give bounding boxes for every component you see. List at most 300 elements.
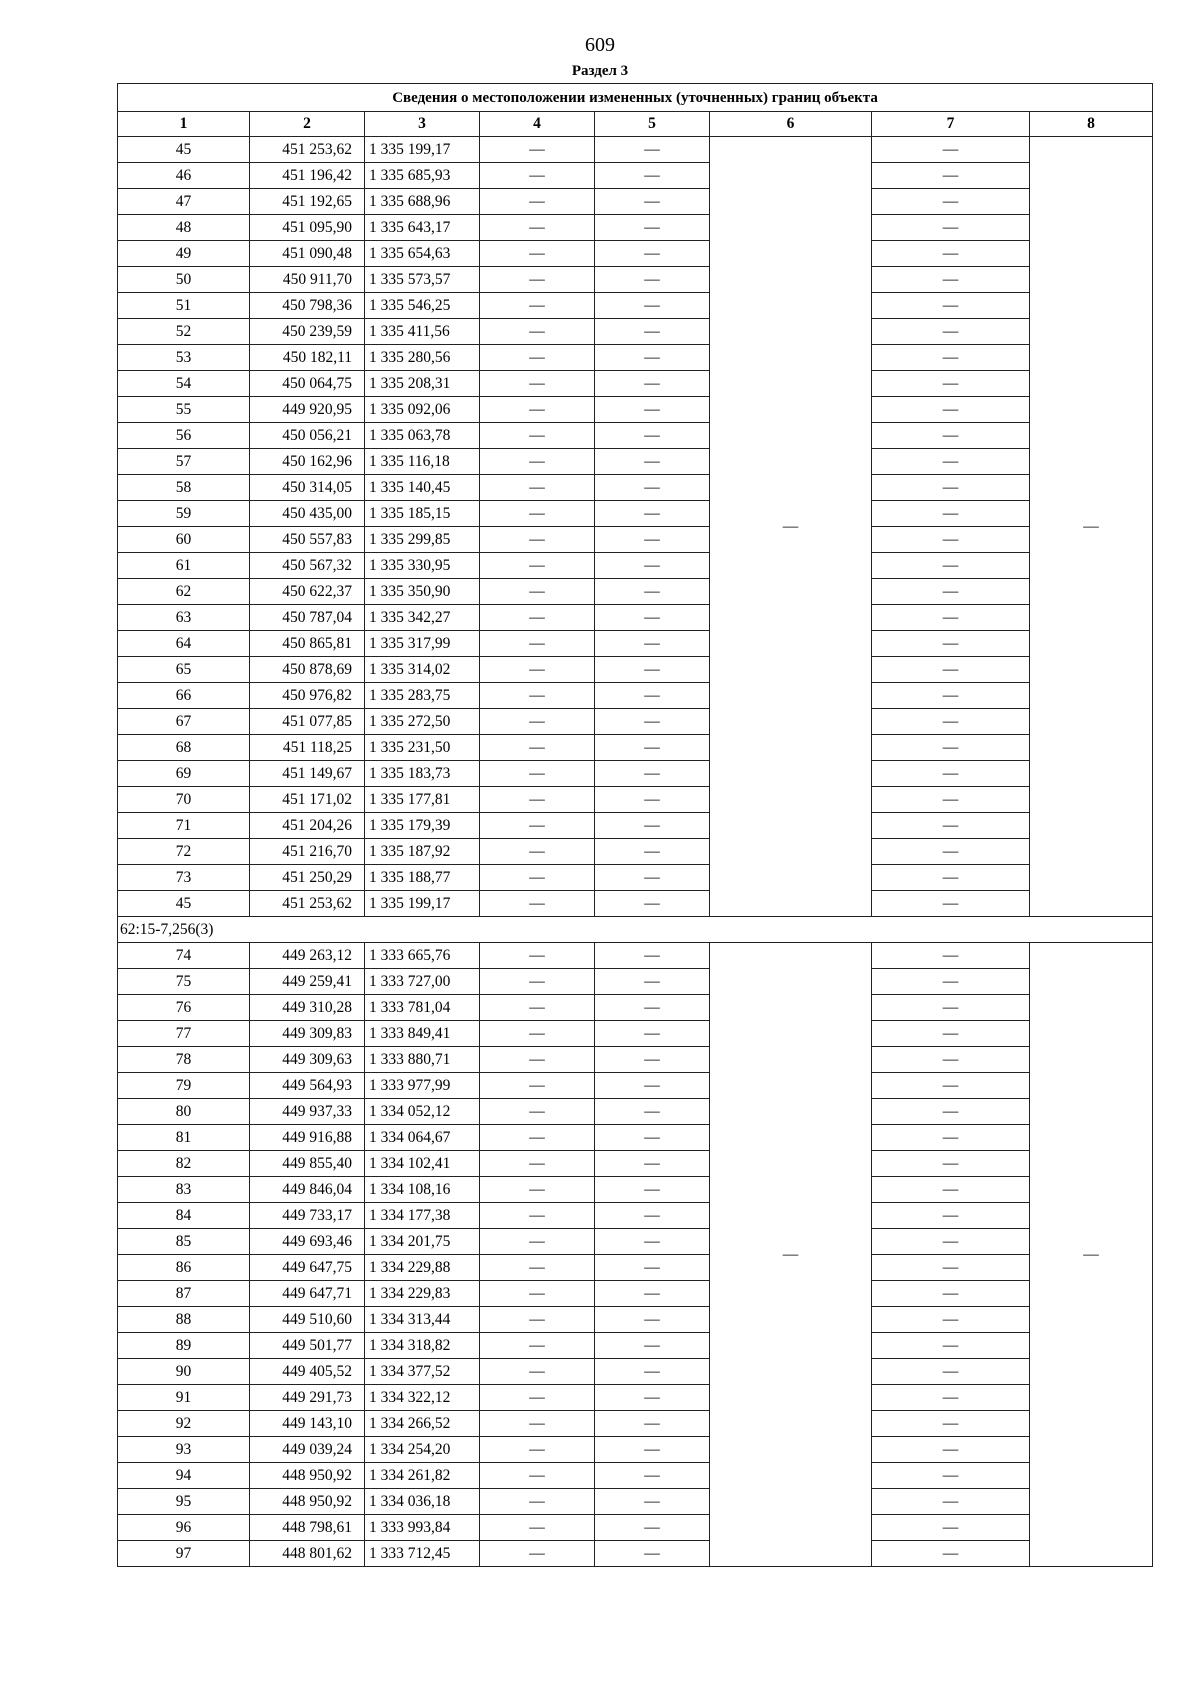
col5-cell: —	[595, 1151, 710, 1177]
x-coordinate-cell: 449 937,33	[250, 1099, 365, 1125]
col7-cell: —	[872, 1307, 1030, 1333]
col7-cell: —	[872, 1541, 1030, 1567]
x-coordinate-cell: 449 405,52	[250, 1359, 365, 1385]
col4-cell: —	[480, 839, 595, 865]
col5-cell: —	[595, 267, 710, 293]
x-coordinate-cell: 449 846,04	[250, 1177, 365, 1203]
col7-cell: —	[872, 1333, 1030, 1359]
x-coordinate-cell: 449 309,83	[250, 1021, 365, 1047]
col5-cell: —	[595, 787, 710, 813]
col7-cell: —	[872, 1255, 1030, 1281]
col7-cell: —	[872, 1099, 1030, 1125]
col5-cell: —	[595, 969, 710, 995]
col5-cell: —	[595, 1177, 710, 1203]
table-row	[118, 891, 1153, 917]
col5-cell: —	[595, 163, 710, 189]
y-coordinate-cell: 1 334 318,82	[365, 1333, 480, 1359]
table-row	[118, 501, 1153, 527]
point-number-cell: 96	[118, 1515, 250, 1541]
y-coordinate-cell: 1 334 229,83	[365, 1281, 480, 1307]
table-row	[118, 1385, 1153, 1411]
y-coordinate-cell: 1 335 280,56	[365, 345, 480, 371]
col5-cell: —	[595, 1203, 710, 1229]
col5-cell: —	[595, 241, 710, 267]
point-number-cell: 52	[118, 319, 250, 345]
table-row	[118, 1073, 1153, 1099]
col4-cell: —	[480, 813, 595, 839]
col4-cell: —	[480, 735, 595, 761]
col5-cell: —	[595, 1229, 710, 1255]
x-coordinate-cell: 448 798,61	[250, 1515, 365, 1541]
col4-cell: —	[480, 397, 595, 423]
table-row	[118, 839, 1153, 865]
column-number: 6	[710, 112, 872, 137]
col5-cell: —	[595, 423, 710, 449]
x-coordinate-cell: 448 950,92	[250, 1489, 365, 1515]
x-coordinate-cell: 450 622,37	[250, 579, 365, 605]
x-coordinate-cell: 451 253,62	[250, 137, 365, 163]
col4-cell: —	[480, 1125, 595, 1151]
y-coordinate-cell: 1 333 880,71	[365, 1047, 480, 1073]
y-coordinate-cell: 1 335 183,73	[365, 761, 480, 787]
y-coordinate-cell: 1 335 199,17	[365, 891, 480, 917]
point-number-cell: 89	[118, 1333, 250, 1359]
col7-cell: —	[872, 1047, 1030, 1073]
col7-cell: —	[872, 761, 1030, 787]
x-coordinate-cell: 449 259,41	[250, 969, 365, 995]
y-coordinate-cell: 1 335 283,75	[365, 683, 480, 709]
col7-cell: —	[872, 449, 1030, 475]
point-number-cell: 49	[118, 241, 250, 267]
x-coordinate-cell: 450 182,11	[250, 345, 365, 371]
point-number-cell: 59	[118, 501, 250, 527]
col4-cell: —	[480, 345, 595, 371]
y-coordinate-cell: 1 334 254,20	[365, 1437, 480, 1463]
point-number-cell: 50	[118, 267, 250, 293]
point-number-cell: 97	[118, 1541, 250, 1567]
col5-cell: —	[595, 1333, 710, 1359]
table-body	[118, 137, 1153, 1567]
table-caption: Сведения о местоположении измененных (уточненных) границ объекта	[118, 84, 1153, 112]
point-number-cell: 94	[118, 1463, 250, 1489]
x-coordinate-cell: 450 239,59	[250, 319, 365, 345]
point-number-cell: 58	[118, 475, 250, 501]
column-number: 4	[480, 112, 595, 137]
col5-cell: —	[595, 865, 710, 891]
col7-cell: —	[872, 943, 1030, 969]
col4-cell: —	[480, 423, 595, 449]
table-row	[118, 527, 1153, 553]
table-row	[118, 423, 1153, 449]
y-coordinate-cell: 1 334 036,18	[365, 1489, 480, 1515]
y-coordinate-cell: 1 335 188,77	[365, 865, 480, 891]
col4-cell: —	[480, 241, 595, 267]
x-coordinate-cell: 449 647,75	[250, 1255, 365, 1281]
x-coordinate-cell: 448 950,92	[250, 1463, 365, 1489]
col4-cell: —	[480, 787, 595, 813]
col4-cell: —	[480, 215, 595, 241]
col4-cell: —	[480, 1541, 595, 1567]
col5-cell: —	[595, 1385, 710, 1411]
table-row	[118, 1203, 1153, 1229]
table-row	[118, 345, 1153, 371]
col7-cell: —	[872, 1463, 1030, 1489]
point-number-cell: 83	[118, 1177, 250, 1203]
x-coordinate-cell: 449 039,24	[250, 1437, 365, 1463]
y-coordinate-cell: 1 335 573,57	[365, 267, 480, 293]
y-coordinate-cell: 1 335 654,63	[365, 241, 480, 267]
table-row	[118, 1359, 1153, 1385]
table-row	[118, 1125, 1153, 1151]
col5-cell: —	[595, 683, 710, 709]
col4-cell: —	[480, 1437, 595, 1463]
col7-cell: —	[872, 215, 1030, 241]
x-coordinate-cell: 449 855,40	[250, 1151, 365, 1177]
y-coordinate-cell: 1 335 342,27	[365, 605, 480, 631]
col4-cell: —	[480, 1073, 595, 1099]
table-row	[118, 241, 1153, 267]
table-row	[118, 189, 1153, 215]
table-row	[118, 1515, 1153, 1541]
col7-cell: —	[872, 839, 1030, 865]
point-number-cell: 82	[118, 1151, 250, 1177]
y-coordinate-cell: 1 335 317,99	[365, 631, 480, 657]
table-row	[118, 865, 1153, 891]
col4-cell: —	[480, 1515, 595, 1541]
col4-cell: —	[480, 1281, 595, 1307]
col4-cell: —	[480, 943, 595, 969]
col5-cell: —	[595, 1099, 710, 1125]
column-number: 8	[1030, 112, 1153, 137]
table-row	[118, 969, 1153, 995]
col7-cell: —	[872, 631, 1030, 657]
col5-cell: —	[595, 995, 710, 1021]
table-row	[118, 475, 1153, 501]
col4-cell: —	[480, 1255, 595, 1281]
point-number-cell: 69	[118, 761, 250, 787]
point-number-cell: 46	[118, 163, 250, 189]
x-coordinate-cell: 450 911,70	[250, 267, 365, 293]
point-number-cell: 87	[118, 1281, 250, 1307]
col7-cell: —	[872, 1203, 1030, 1229]
col7-cell: —	[872, 995, 1030, 1021]
x-coordinate-cell: 451 095,90	[250, 215, 365, 241]
y-coordinate-cell: 1 334 377,52	[365, 1359, 480, 1385]
section-title: Раздел 3	[571, 63, 629, 79]
x-coordinate-cell: 450 056,21	[250, 423, 365, 449]
col4-cell: —	[480, 371, 595, 397]
table-row	[118, 1281, 1153, 1307]
col4-cell: —	[480, 1099, 595, 1125]
col6-merged-cell: —	[710, 943, 872, 1567]
y-coordinate-cell: 1 335 350,90	[365, 579, 480, 605]
col7-cell: —	[872, 605, 1030, 631]
point-number-cell: 65	[118, 657, 250, 683]
x-coordinate-cell: 450 798,36	[250, 293, 365, 319]
point-number-cell: 77	[118, 1021, 250, 1047]
y-coordinate-cell: 1 335 177,81	[365, 787, 480, 813]
table-row	[118, 1541, 1153, 1567]
col7-cell: —	[872, 371, 1030, 397]
point-number-cell: 53	[118, 345, 250, 371]
table-row	[118, 319, 1153, 345]
col5-cell: —	[595, 189, 710, 215]
table-row	[118, 1021, 1153, 1047]
table-row	[118, 813, 1153, 839]
col5-cell: —	[595, 553, 710, 579]
col5-cell: —	[595, 1437, 710, 1463]
col7-cell: —	[872, 683, 1030, 709]
y-coordinate-cell: 1 334 266,52	[365, 1411, 480, 1437]
y-coordinate-cell: 1 334 052,12	[365, 1099, 480, 1125]
point-number-cell: 48	[118, 215, 250, 241]
col7-cell: —	[872, 319, 1030, 345]
col5-cell: —	[595, 475, 710, 501]
point-number-cell: 71	[118, 813, 250, 839]
x-coordinate-cell: 450 976,82	[250, 683, 365, 709]
table-row	[118, 553, 1153, 579]
col8-merged-cell: —	[1030, 943, 1153, 1567]
col5-cell: —	[595, 1489, 710, 1515]
point-number-cell: 72	[118, 839, 250, 865]
col7-cell: —	[872, 1359, 1030, 1385]
point-number-cell: 86	[118, 1255, 250, 1281]
table-row	[118, 709, 1153, 735]
x-coordinate-cell: 450 314,05	[250, 475, 365, 501]
col4-cell: —	[480, 189, 595, 215]
x-coordinate-cell: 451 216,70	[250, 839, 365, 865]
x-coordinate-cell: 449 263,12	[250, 943, 365, 969]
col4-cell: —	[480, 1307, 595, 1333]
x-coordinate-cell: 450 787,04	[250, 605, 365, 631]
x-coordinate-cell: 450 567,32	[250, 553, 365, 579]
y-coordinate-cell: 1 335 092,06	[365, 397, 480, 423]
x-coordinate-cell: 450 557,83	[250, 527, 365, 553]
point-number-cell: 54	[118, 371, 250, 397]
point-number-cell: 45	[118, 137, 250, 163]
col7-cell: —	[872, 1489, 1030, 1515]
table-row	[118, 1463, 1153, 1489]
x-coordinate-cell: 451 118,25	[250, 735, 365, 761]
col4-cell: —	[480, 1463, 595, 1489]
col7-cell: —	[872, 1151, 1030, 1177]
table-row	[118, 137, 1153, 163]
point-number-cell: 80	[118, 1099, 250, 1125]
col7-cell: —	[872, 1515, 1030, 1541]
y-coordinate-cell: 1 335 185,15	[365, 501, 480, 527]
col5-cell: —	[595, 449, 710, 475]
point-number-cell: 66	[118, 683, 250, 709]
x-coordinate-cell: 450 162,96	[250, 449, 365, 475]
column-number: 2	[250, 112, 365, 137]
y-coordinate-cell: 1 335 116,18	[365, 449, 480, 475]
x-coordinate-cell: 451 149,67	[250, 761, 365, 787]
x-coordinate-cell: 449 309,63	[250, 1047, 365, 1073]
y-coordinate-cell: 1 333 781,04	[365, 995, 480, 1021]
y-coordinate-cell: 1 335 187,92	[365, 839, 480, 865]
col5-cell: —	[595, 1255, 710, 1281]
col7-cell: —	[872, 345, 1030, 371]
col5-cell: —	[595, 1411, 710, 1437]
col5-cell: —	[595, 631, 710, 657]
col5-cell: —	[595, 397, 710, 423]
col5-cell: —	[595, 891, 710, 917]
col4-cell: —	[480, 865, 595, 891]
x-coordinate-cell: 450 878,69	[250, 657, 365, 683]
col6-merged-cell: —	[710, 137, 872, 917]
table-row	[118, 293, 1153, 319]
table-row	[118, 1411, 1153, 1437]
table-row	[118, 579, 1153, 605]
col7-cell: —	[872, 1411, 1030, 1437]
col4-cell: —	[480, 579, 595, 605]
col7-cell: —	[872, 527, 1030, 553]
col7-cell: —	[872, 709, 1030, 735]
col5-cell: —	[595, 839, 710, 865]
y-coordinate-cell: 1 335 179,39	[365, 813, 480, 839]
table-row	[118, 449, 1153, 475]
y-coordinate-cell: 1 333 977,99	[365, 1073, 480, 1099]
y-coordinate-cell: 1 335 140,45	[365, 475, 480, 501]
y-coordinate-cell: 1 334 064,67	[365, 1125, 480, 1151]
point-number-cell: 91	[118, 1385, 250, 1411]
point-number-cell: 62	[118, 579, 250, 605]
y-coordinate-cell: 1 335 208,31	[365, 371, 480, 397]
table-row	[118, 1307, 1153, 1333]
y-coordinate-cell: 1 333 665,76	[365, 943, 480, 969]
col4-cell: —	[480, 475, 595, 501]
point-number-cell: 95	[118, 1489, 250, 1515]
col5-cell: —	[595, 1515, 710, 1541]
col5-cell: —	[595, 1281, 710, 1307]
col4-cell: —	[480, 137, 595, 163]
col4-cell: —	[480, 1203, 595, 1229]
point-number-cell: 85	[118, 1229, 250, 1255]
col5-cell: —	[595, 1047, 710, 1073]
table-row	[118, 657, 1153, 683]
col4-cell: —	[480, 319, 595, 345]
col7-cell: —	[872, 1125, 1030, 1151]
table-row	[118, 1151, 1153, 1177]
x-coordinate-cell: 449 510,60	[250, 1307, 365, 1333]
point-number-cell: 51	[118, 293, 250, 319]
x-coordinate-cell: 449 310,28	[250, 995, 365, 1021]
point-number-cell: 64	[118, 631, 250, 657]
col7-cell: —	[872, 501, 1030, 527]
col5-cell: —	[595, 1541, 710, 1567]
x-coordinate-cell: 449 501,77	[250, 1333, 365, 1359]
table-row	[118, 1437, 1153, 1463]
col7-cell: —	[872, 787, 1030, 813]
y-coordinate-cell: 1 334 201,75	[365, 1229, 480, 1255]
table-row	[118, 1333, 1153, 1359]
point-number-cell: 68	[118, 735, 250, 761]
y-coordinate-cell: 1 334 108,16	[365, 1177, 480, 1203]
table-row	[118, 943, 1153, 969]
y-coordinate-cell: 1 334 261,82	[365, 1463, 480, 1489]
x-coordinate-cell: 449 920,95	[250, 397, 365, 423]
y-coordinate-cell: 1 335 688,96	[365, 189, 480, 215]
x-coordinate-cell: 450 865,81	[250, 631, 365, 657]
col7-cell: —	[872, 397, 1030, 423]
col5-cell: —	[595, 605, 710, 631]
col4-cell: —	[480, 1385, 595, 1411]
point-number-cell: 79	[118, 1073, 250, 1099]
table-row	[118, 397, 1153, 423]
point-number-cell: 90	[118, 1359, 250, 1385]
col7-cell: —	[872, 423, 1030, 449]
col4-cell: —	[480, 449, 595, 475]
col7-cell: —	[872, 267, 1030, 293]
table-row	[118, 267, 1153, 293]
x-coordinate-cell: 449 143,10	[250, 1411, 365, 1437]
col7-cell: —	[872, 189, 1030, 215]
col4-cell: —	[480, 501, 595, 527]
x-coordinate-cell: 448 801,62	[250, 1541, 365, 1567]
col7-cell: —	[872, 1437, 1030, 1463]
col4-cell: —	[480, 1333, 595, 1359]
col4-cell: —	[480, 1177, 595, 1203]
y-coordinate-cell: 1 334 322,12	[365, 1385, 480, 1411]
point-number-cell: 67	[118, 709, 250, 735]
point-number-cell: 75	[118, 969, 250, 995]
x-coordinate-cell: 451 090,48	[250, 241, 365, 267]
col4-cell: —	[480, 891, 595, 917]
point-number-cell: 92	[118, 1411, 250, 1437]
col4-cell: —	[480, 1359, 595, 1385]
col4-cell: —	[480, 1047, 595, 1073]
point-number-cell: 88	[118, 1307, 250, 1333]
col5-cell: —	[595, 137, 710, 163]
col5-cell: —	[595, 1021, 710, 1047]
col4-cell: —	[480, 995, 595, 1021]
col7-cell: —	[872, 475, 1030, 501]
col5-cell: —	[595, 215, 710, 241]
col5-cell: —	[595, 813, 710, 839]
y-coordinate-cell: 1 334 229,88	[365, 1255, 480, 1281]
x-coordinate-cell: 450 064,75	[250, 371, 365, 397]
x-coordinate-cell: 451 171,02	[250, 787, 365, 813]
col7-cell: —	[872, 1177, 1030, 1203]
col4-cell: —	[480, 1229, 595, 1255]
y-coordinate-cell: 1 335 411,56	[365, 319, 480, 345]
column-number: 3	[365, 112, 480, 137]
col5-cell: —	[595, 527, 710, 553]
column-number: 7	[872, 112, 1030, 137]
col4-cell: —	[480, 1411, 595, 1437]
point-number-cell: 73	[118, 865, 250, 891]
cadastral-number: 62:15-7,256(3)	[118, 917, 1153, 943]
table-row	[118, 1177, 1153, 1203]
col7-cell: —	[872, 1073, 1030, 1099]
x-coordinate-cell: 449 647,71	[250, 1281, 365, 1307]
col4-cell: —	[480, 605, 595, 631]
col5-cell: —	[595, 1073, 710, 1099]
col7-cell: —	[872, 735, 1030, 761]
group-label-row	[118, 917, 1153, 943]
table-row	[118, 995, 1153, 1021]
col7-cell: —	[872, 1229, 1030, 1255]
y-coordinate-cell: 1 333 849,41	[365, 1021, 480, 1047]
table-row	[118, 761, 1153, 787]
point-number-cell: 81	[118, 1125, 250, 1151]
x-coordinate-cell: 449 916,88	[250, 1125, 365, 1151]
x-coordinate-cell: 451 204,26	[250, 813, 365, 839]
y-coordinate-cell: 1 335 643,17	[365, 215, 480, 241]
col5-cell: —	[595, 319, 710, 345]
table-row	[118, 371, 1153, 397]
point-number-cell: 56	[118, 423, 250, 449]
